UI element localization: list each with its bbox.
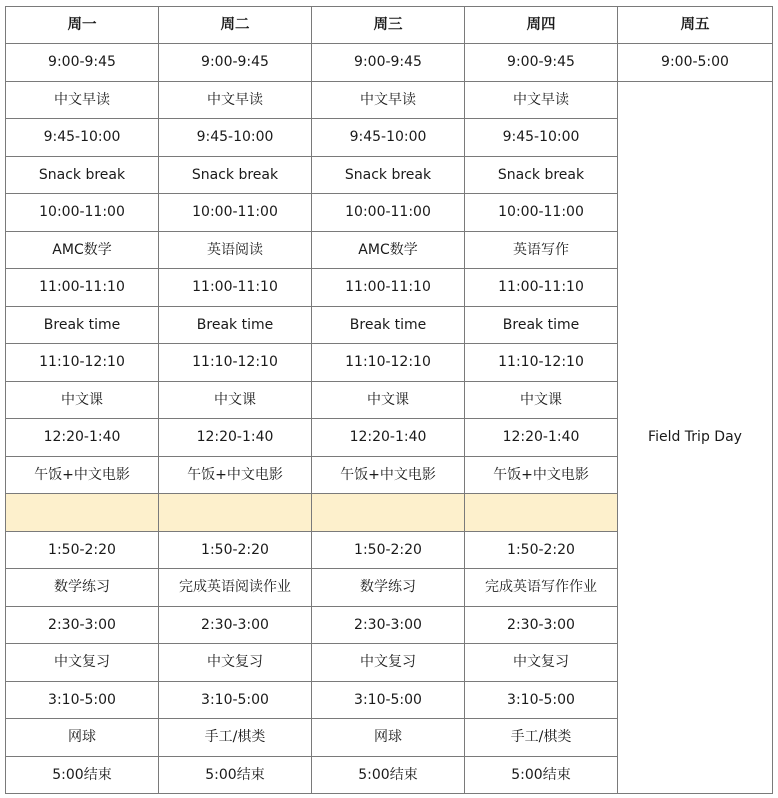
table-cell: 中文早读 (465, 81, 618, 119)
table-cell: Break time (159, 306, 312, 344)
table-cell: 9:45-10:00 (465, 119, 618, 157)
table-cell: 2:30-3:00 (465, 606, 618, 644)
table-cell: 完成英语写作作业 (465, 569, 618, 607)
table-cell: 午饭+中文电影 (159, 456, 312, 494)
table-cell: 5:00结束 (312, 756, 465, 794)
header-tuesday: 周二 (159, 7, 312, 44)
schedule-container (5, 6, 773, 794)
table-cell: 1:50-2:20 (312, 531, 465, 569)
table-cell: Snack break (465, 156, 618, 194)
empty-highlight-cell (312, 494, 465, 532)
table-row (6, 44, 773, 82)
table-cell: 中文早读 (159, 81, 312, 119)
header-friday: 周五 (618, 7, 773, 44)
table-cell: 网球 (312, 719, 465, 757)
table-cell: 11:00-11:10 (6, 269, 159, 307)
table-cell: 数学练习 (6, 569, 159, 607)
table-cell: 5:00结束 (465, 756, 618, 794)
table-cell: 中文课 (465, 381, 618, 419)
table-cell: 9:00-9:45 (159, 44, 312, 82)
table-cell: Break time (465, 306, 618, 344)
table-cell: 中文复习 (312, 644, 465, 682)
friday-time-cell: 9:00-5:00 (618, 44, 773, 82)
table-cell: 网球 (6, 719, 159, 757)
table-cell: 9:45-10:00 (312, 119, 465, 157)
table-cell: Break time (312, 306, 465, 344)
table-cell: 11:10-12:10 (465, 344, 618, 382)
table-cell: 11:00-11:10 (312, 269, 465, 307)
table-cell: 12:20-1:40 (159, 419, 312, 457)
table-cell: 2:30-3:00 (312, 606, 465, 644)
table-cell: 完成英语阅读作业 (159, 569, 312, 607)
table-cell: 2:30-3:00 (159, 606, 312, 644)
table-row (6, 81, 773, 119)
table-cell: 9:45-10:00 (159, 119, 312, 157)
table-cell: 3:10-5:00 (312, 681, 465, 719)
table-cell: 手工/棋类 (465, 719, 618, 757)
empty-highlight-cell (159, 494, 312, 532)
table-cell: 中文早读 (6, 81, 159, 119)
table-cell: 10:00-11:00 (6, 194, 159, 232)
weekly-schedule-table (5, 6, 773, 794)
table-cell: 英语阅读 (159, 231, 312, 269)
empty-highlight-cell (6, 494, 159, 532)
friday-activity-cell: Field Trip Day (618, 81, 773, 794)
table-cell: 12:20-1:40 (312, 419, 465, 457)
table-cell: 手工/棋类 (159, 719, 312, 757)
table-cell: 9:00-9:45 (465, 44, 618, 82)
table-cell: Break time (6, 306, 159, 344)
table-cell: 5:00结束 (159, 756, 312, 794)
table-cell: 11:10-12:10 (159, 344, 312, 382)
table-cell: 中文复习 (6, 644, 159, 682)
table-cell: 1:50-2:20 (159, 531, 312, 569)
table-cell: 12:20-1:40 (6, 419, 159, 457)
table-cell: 11:10-12:10 (6, 344, 159, 382)
table-cell: 中文课 (159, 381, 312, 419)
table-cell: 1:50-2:20 (6, 531, 159, 569)
table-cell: 12:20-1:40 (465, 419, 618, 457)
table-cell: AMC数学 (312, 231, 465, 269)
header-row (6, 7, 773, 44)
table-cell: 中文课 (312, 381, 465, 419)
table-cell: 5:00结束 (6, 756, 159, 794)
table-cell: 10:00-11:00 (465, 194, 618, 232)
table-cell: 2:30-3:00 (6, 606, 159, 644)
table-cell: 10:00-11:00 (312, 194, 465, 232)
header-thursday: 周四 (465, 7, 618, 44)
empty-highlight-cell (465, 494, 618, 532)
table-cell: 午饭+中文电影 (312, 456, 465, 494)
table-cell: 11:00-11:10 (465, 269, 618, 307)
table-cell: 午饭+中文电影 (6, 456, 159, 494)
table-cell: 午饭+中文电影 (465, 456, 618, 494)
table-cell: 中文早读 (312, 81, 465, 119)
header-wednesday: 周三 (312, 7, 465, 44)
table-cell: 中文复习 (159, 644, 312, 682)
table-cell: 9:00-9:45 (6, 44, 159, 82)
table-cell: 10:00-11:00 (159, 194, 312, 232)
table-cell: 数学练习 (312, 569, 465, 607)
table-cell: AMC数学 (6, 231, 159, 269)
table-cell: 1:50-2:20 (465, 531, 618, 569)
table-cell: Snack break (312, 156, 465, 194)
table-cell: 3:10-5:00 (6, 681, 159, 719)
table-cell: 中文复习 (465, 644, 618, 682)
table-cell: 11:00-11:10 (159, 269, 312, 307)
table-cell: 9:00-9:45 (312, 44, 465, 82)
header-monday: 周一 (6, 7, 159, 44)
table-cell: Snack break (6, 156, 159, 194)
table-cell: Snack break (159, 156, 312, 194)
table-cell: 3:10-5:00 (465, 681, 618, 719)
table-cell: 英语写作 (465, 231, 618, 269)
table-cell: 3:10-5:00 (159, 681, 312, 719)
table-cell: 中文课 (6, 381, 159, 419)
table-cell: 9:45-10:00 (6, 119, 159, 157)
table-cell: 11:10-12:10 (312, 344, 465, 382)
